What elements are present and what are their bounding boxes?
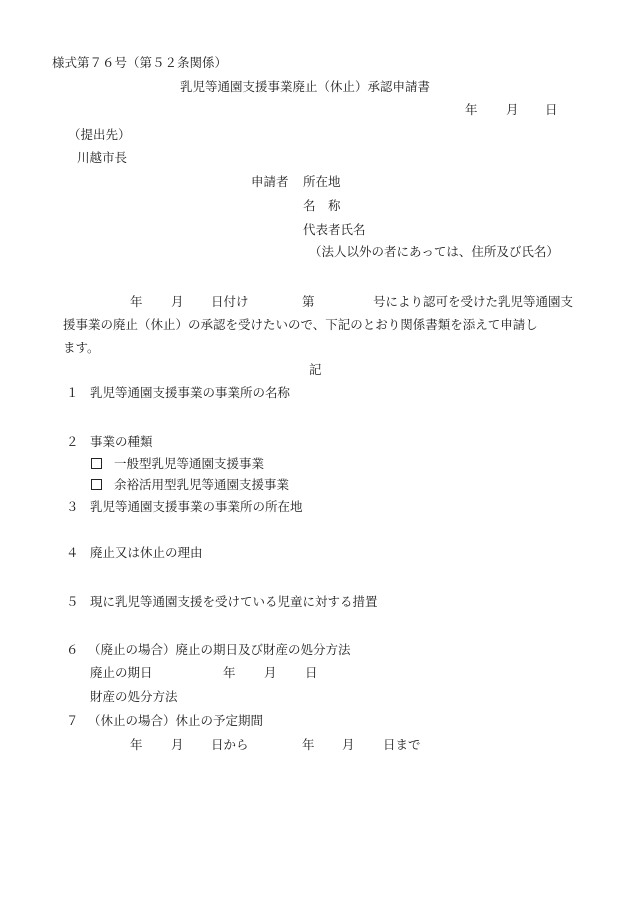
abolition-year: 年 — [223, 665, 236, 680]
item3-number: ３ — [66, 499, 79, 514]
body-number-prefix: 第 — [302, 294, 315, 309]
option-general-label: 一般型乳児等通園支援事業 — [114, 456, 265, 471]
suspension-end-month: 月 — [342, 737, 355, 752]
applicant-note: （法人以外の者にあっては、住所及び氏名） — [309, 244, 559, 259]
item7-text: （休止の場合）休止の予定期間 — [88, 713, 264, 728]
item6-text: （廃止の場合）廃止の期日及び財産の処分方法 — [88, 642, 351, 657]
property-disposal-label: 財産の処分方法 — [90, 689, 178, 704]
body-line1-suffix: 号により認可を受けた乳児等通園支 — [373, 294, 574, 309]
item6-number: ６ — [66, 642, 79, 657]
abolition-month: 月 — [264, 665, 277, 680]
suspension-start-day: 日から — [211, 737, 249, 752]
item2-number: ２ — [66, 434, 79, 449]
item1-number: １ — [66, 385, 79, 400]
body-line3: ます。 — [63, 340, 100, 355]
applicant-label: 申請者 — [251, 174, 289, 189]
ki-heading: 記 — [309, 362, 322, 377]
submit-to-name: 川越市長 — [77, 150, 128, 165]
date-day: 日 — [545, 102, 558, 117]
item1-text: 乳児等通園支援事業の事業所の名称 — [90, 385, 291, 400]
abolition-day: 日 — [305, 665, 318, 680]
option-general[interactable] — [91, 456, 264, 472]
item5-text: 現に乳児等通園支援を受けている児童に対する措置 — [90, 594, 378, 609]
suspension-end-year: 年 — [302, 737, 315, 752]
body-line2: 援事業の廃止（休止）の承認を受けたいので、下記のとおり関係書類を添えて申請し — [63, 317, 538, 332]
date-year: 年 — [465, 102, 478, 117]
suspension-start-year: 年 — [130, 737, 143, 752]
checkbox-icon[interactable] — [91, 479, 102, 490]
item5-number: ５ — [66, 594, 79, 609]
item2-text: 事業の種類 — [90, 434, 153, 449]
suspension-start-month: 月 — [171, 737, 184, 752]
item4-number: ４ — [66, 545, 79, 560]
option-surplus[interactable] — [91, 477, 289, 493]
item3-text: 乳児等通園支援事業の事業所の所在地 — [90, 499, 303, 514]
suspension-end-day: 日まで — [383, 737, 421, 752]
form-number: 様式第７６号（第５２条関係） — [52, 55, 228, 70]
applicant-name-label: 名 称 — [303, 198, 341, 213]
submit-to-label: （提出先） — [68, 127, 131, 142]
item7-number: ７ — [66, 713, 79, 728]
date-month: 月 — [506, 102, 519, 117]
applicant-address-label: 所在地 — [303, 174, 341, 189]
body-year: 年 — [130, 294, 143, 309]
body-dated: 日付け — [211, 294, 249, 309]
body-month: 月 — [171, 294, 184, 309]
applicant-representative-label: 代表者氏名 — [303, 222, 366, 237]
abolition-date-label: 廃止の期日 — [90, 665, 153, 680]
option-surplus-label: 余裕活用型乳児等通園支援事業 — [114, 477, 290, 492]
document-title: 乳児等通園支援事業廃止（休止）承認申請書 — [180, 79, 431, 94]
checkbox-icon[interactable] — [91, 458, 102, 469]
item4-text: 廃止又は休止の理由 — [90, 545, 203, 560]
